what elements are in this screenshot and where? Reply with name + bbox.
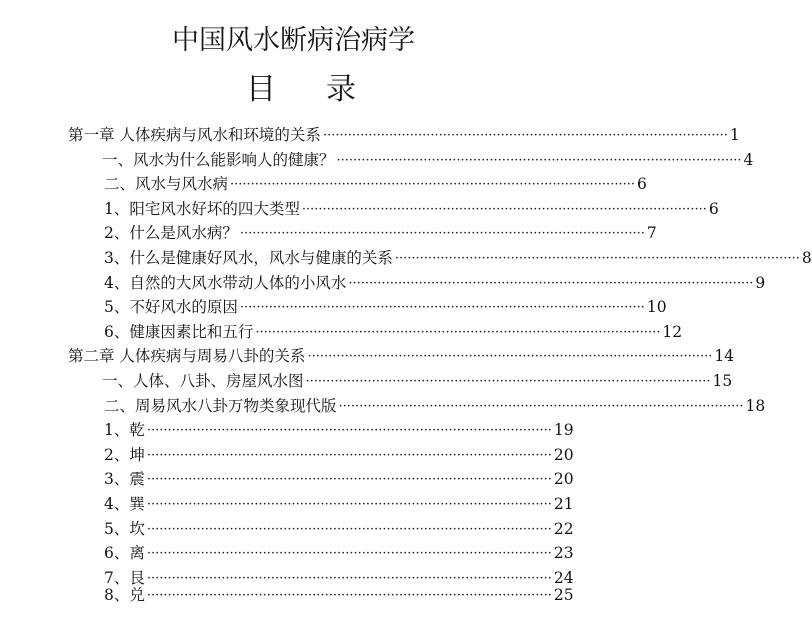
- toc-entry: [104, 221, 657, 245]
- dot-leader: ··································································································: [239, 226, 645, 242]
- toc-entry: [104, 394, 766, 418]
- dot-leader: ··································································································: [146, 497, 552, 512]
- toc-entry-page-number: 15: [712, 372, 733, 390]
- toc-entry-page-number: 22: [553, 519, 574, 538]
- toc-heading-char-1: 目: [246, 72, 276, 107]
- cut-off-entry-area: [0, 586, 625, 604]
- toc-entry-label: 2、什么是风水病？: [104, 224, 238, 243]
- book-title: 中国风水断病治病学: [172, 25, 415, 56]
- toc-entry-label: 4、自然的大风水带动人体的小风水: [104, 273, 347, 292]
- toc-entry-page-number: 7: [646, 224, 657, 243]
- toc-heading-char-2: 录: [326, 72, 356, 107]
- toc-entry: [102, 369, 733, 393]
- dot-leader: ··································································································: [307, 349, 713, 365]
- toc-entry: [102, 148, 754, 172]
- toc-entry-page-number: 9: [755, 273, 766, 292]
- toc-entry-label: 7、艮: [104, 568, 145, 587]
- dot-leader: ··································································································: [338, 398, 744, 414]
- dot-leader: ··································································································: [348, 275, 754, 291]
- toc-entry-page-number: 18: [745, 396, 766, 415]
- toc-entry-page-number: 25: [553, 586, 574, 604]
- toc-entry-cut-off: [104, 583, 574, 607]
- toc-entry: [68, 344, 735, 368]
- toc-entry-page-number: 20: [553, 445, 574, 464]
- toc-entry-label: 3、什么是健康好风水，风水与健康的关系: [104, 249, 393, 267]
- dot-leader: ··································································································: [146, 472, 552, 488]
- toc-entry: [104, 271, 766, 295]
- toc-entry-label: 6、健康因素比和五行: [104, 322, 254, 341]
- toc-entry: [104, 246, 812, 270]
- toc-entry-page-number: 8: [801, 249, 812, 267]
- toc-entry-label: 2、坤: [104, 445, 145, 464]
- toc-entry-label: 1、乾: [104, 421, 145, 440]
- toc-entry: [104, 197, 719, 221]
- toc-entry-page-number: 4: [743, 150, 754, 169]
- dot-leader: ··································································································: [146, 570, 552, 586]
- toc-entry-page-number: 6: [708, 199, 719, 218]
- dot-leader: ··································································································: [146, 521, 552, 537]
- dot-leader: ··································································································: [230, 177, 635, 193]
- toc-entry-page-number: 23: [553, 544, 574, 563]
- dot-leader: ··································································································: [146, 423, 552, 439]
- toc-entry: [104, 492, 574, 516]
- toc-entry-page-number: 20: [553, 470, 574, 489]
- dot-leader: ··································································································: [239, 300, 645, 316]
- toc-entry-label: 一、风水为什么能影响人的健康？: [102, 150, 335, 169]
- toc-entry-label: 4、巽: [104, 495, 145, 513]
- toc-entry: [104, 172, 647, 196]
- toc-entry-label: 二、周易风水八卦万物类象现代版: [104, 396, 337, 415]
- toc-entry-page-number: 12: [662, 322, 683, 341]
- toc-entry-label: 二、风水与风水病: [104, 175, 229, 194]
- toc-entry-label: 3、震: [104, 470, 145, 489]
- toc-entry: [104, 443, 574, 467]
- toc-entry-label: 第一章 人体疾病与风水和环境的关系: [68, 126, 321, 144]
- dot-leader: ··································································································: [301, 201, 707, 217]
- toc-heading: [246, 64, 356, 108]
- toc-entry: [104, 517, 574, 541]
- dot-leader: ··································································································: [322, 128, 728, 143]
- dot-leader: ··································································································: [394, 251, 800, 266]
- toc-entry-label: 8、兑: [104, 586, 145, 604]
- toc-entry-label: 第二章 人体疾病与周易八卦的关系: [68, 347, 306, 366]
- toc-entry-label: 1、阳宅风水好坏的四大类型: [104, 199, 300, 218]
- toc-entry: [104, 541, 574, 565]
- toc-entry-page-number: 6: [636, 175, 647, 194]
- toc-entry: [104, 467, 574, 491]
- dot-leader: ··································································································: [255, 324, 661, 340]
- toc-entry-label: 6、离: [104, 544, 145, 563]
- toc-entry-page-number: 21: [553, 495, 574, 513]
- toc-entry-page-number: 14: [714, 347, 735, 366]
- toc-entry-label: 5、坎: [104, 519, 145, 538]
- dot-leader: ··································································································: [146, 588, 552, 603]
- dot-leader: ··································································································: [146, 546, 552, 562]
- toc-entry-label: 一、人体、八卦、房屋风水图: [102, 372, 304, 390]
- toc-entry: [104, 295, 667, 319]
- dot-leader: ··································································································: [336, 152, 742, 168]
- toc-entry-page-number: 24: [553, 568, 574, 587]
- toc-entry: [104, 320, 683, 344]
- toc-entry: [68, 123, 740, 147]
- toc-entry: [104, 418, 574, 442]
- toc-entry-label: 5、不好风水的原因: [104, 298, 238, 317]
- dot-leader: ··································································································: [146, 447, 552, 463]
- toc-entry-page-number: 19: [553, 421, 574, 440]
- toc-entry-page-number: 1: [729, 126, 740, 144]
- dot-leader: ··································································································: [305, 374, 711, 389]
- toc-entry-page-number: 10: [646, 298, 667, 317]
